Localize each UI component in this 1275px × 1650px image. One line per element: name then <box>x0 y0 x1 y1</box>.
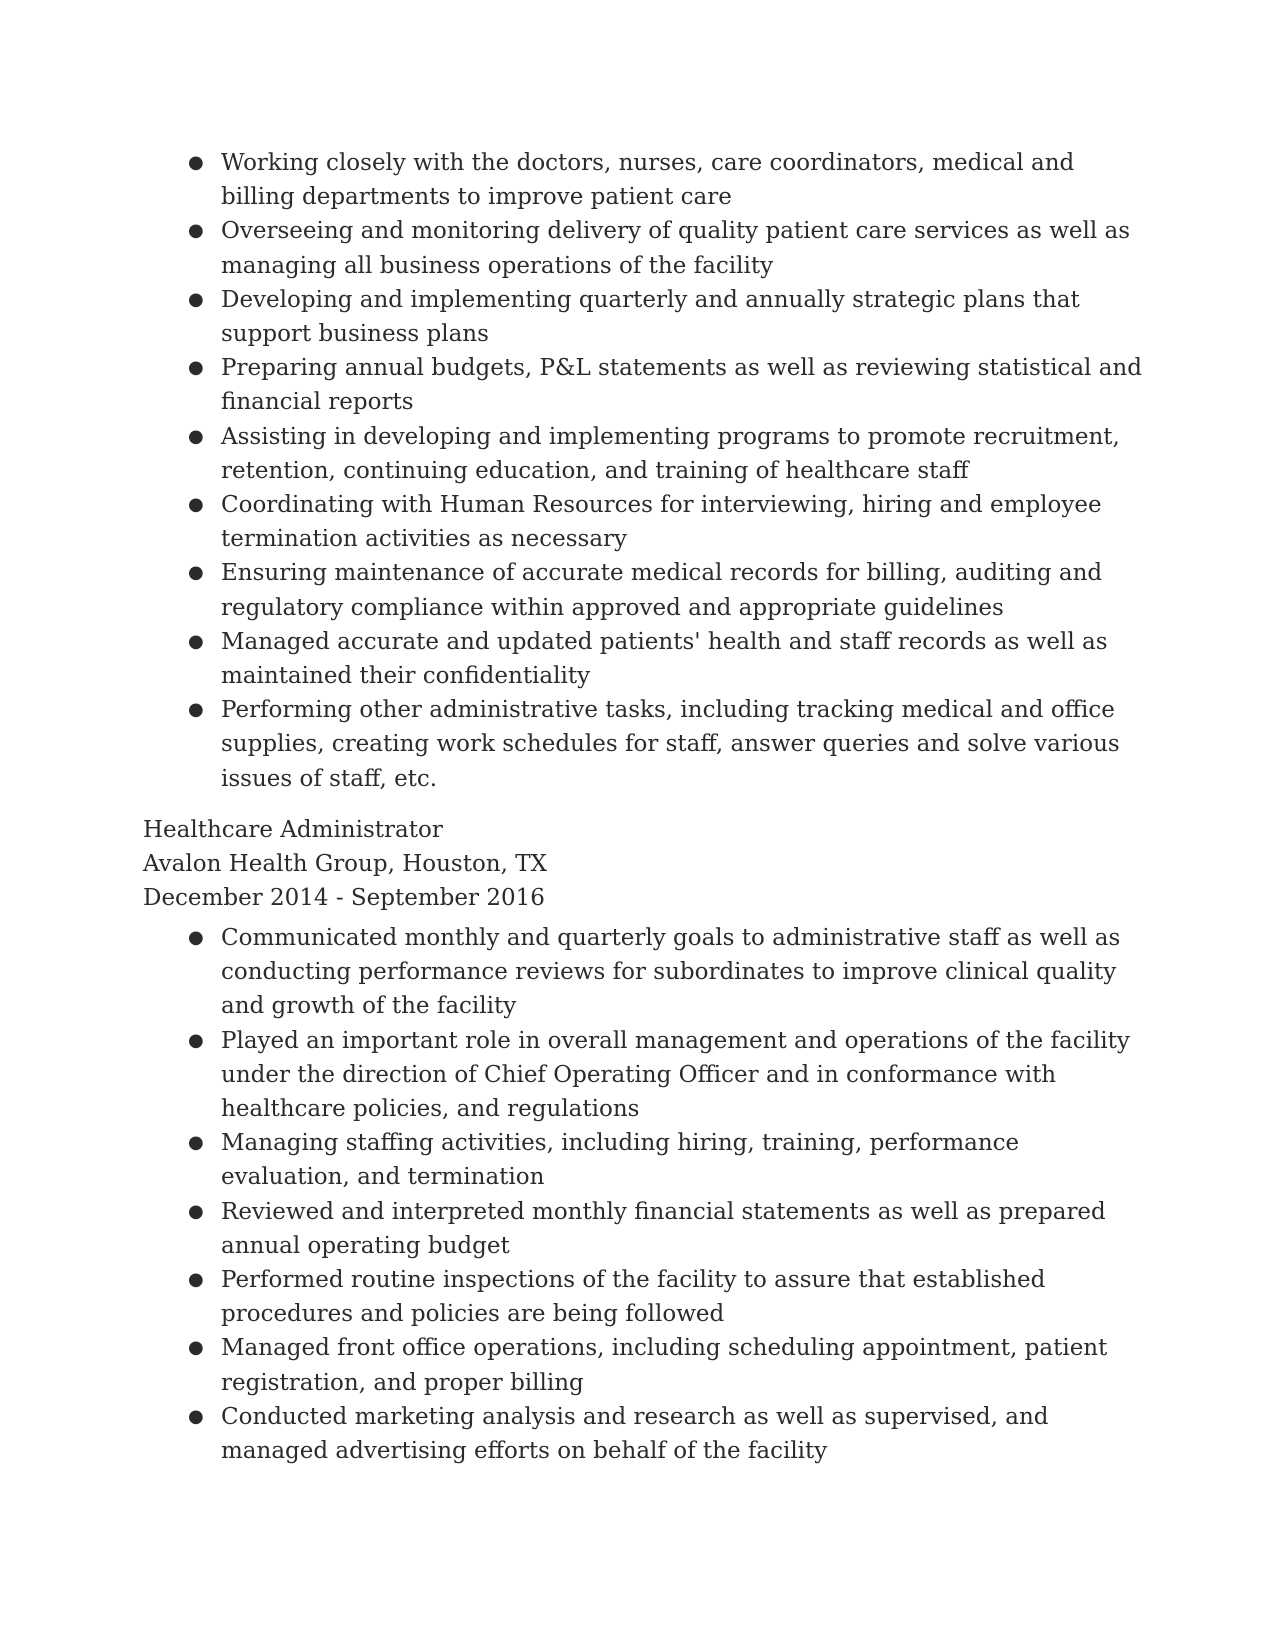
job-company: Avalon Health Group, Houston, TX <box>143 851 547 878</box>
bullet-item <box>143 1400 1143 1468</box>
bullet-item <box>143 488 1143 556</box>
bullet-text: Conducted marketing analysis and research as well as supervised, and managed advertising efforts on behalf of the facility <box>221 1403 1049 1465</box>
bullet-item <box>143 214 1143 282</box>
bullet-dot-icon: ● <box>188 927 204 948</box>
bullet-text: Played an important role in overall management and operations of the facility under the direction of Chief Operating Officer and in conformance with healthcare policies, and regulations <box>221 1027 1130 1123</box>
bullet-dot-icon: ● <box>188 357 204 379</box>
bullet-item <box>143 1024 1143 1127</box>
job-dates: December 2014 - September 2016 <box>143 885 545 912</box>
previous-role-bullet-list <box>143 146 1143 796</box>
bullet-text: Developing and implementing quarterly and annually strategic plans that support business plans <box>221 286 1080 348</box>
bullet-text: Performed routine inspections of the facility to assure that established procedures and policies are being followed <box>221 1267 1046 1328</box>
bullet-text: Coordinating with Human Resources for interviewing, hiring and employee termination activities as necessary <box>221 492 1102 553</box>
bullet-text: Performing other administrative tasks, including tracking medical and office supplies, creating work schedules for staff, answer queries and solve various issues of staff, etc. <box>221 697 1120 792</box>
bullet-text: Working closely with the doctors, nurses, care coordinators, medical and billing departments to improve patient care <box>221 150 1075 211</box>
bullet-item <box>143 1331 1143 1399</box>
bullet-item <box>143 283 1143 351</box>
bullet-item <box>143 693 1143 796</box>
bullet-item <box>143 146 1143 214</box>
bullet-dot-icon: ● <box>188 562 204 584</box>
bullet-text: Communicated monthly and quarterly goals to administrative staff as well as conducting performance reviews for subordinates to improve clinical quality and growth of the facility <box>221 925 1121 1020</box>
bullet-dot-icon: ● <box>188 288 204 310</box>
bullet-item <box>143 1195 1143 1263</box>
bullet-dot-icon: ● <box>188 1405 204 1427</box>
bullet-dot-icon: ● <box>188 152 204 173</box>
job-bullet-list <box>143 921 1143 1468</box>
bullet-text: Preparing annual budgets, P&L statements as well as reviewing statistical and financial reports <box>221 355 1142 416</box>
bullet-text: Assisting in developing and implementing programs to promote recruitment, retention, continuing education, and training of healthcare staff <box>221 423 1120 484</box>
bullet-dot-icon: ● <box>188 699 204 721</box>
bullet-item <box>143 420 1143 488</box>
bullet-text: Reviewed and interpreted monthly financial statements as well as prepared annual operating budget <box>221 1198 1106 1259</box>
bullet-dot-icon: ● <box>188 494 204 516</box>
bullet-dot-icon: ● <box>188 1200 204 1222</box>
bullet-dot-icon: ● <box>188 425 204 447</box>
bullet-text: Ensuring maintenance of accurate medical records for billing, auditing and regulatory compliance within approved and appropriate guidelines <box>221 560 1103 621</box>
bullet-text: Overseeing and monitoring delivery of quality patient care services as well as managing all business operations of the facility <box>221 218 1131 279</box>
bullet-item <box>143 351 1143 419</box>
bullet-text: Managed accurate and updated patients' health and staff records as well as maintained their confidentiality <box>221 628 1108 690</box>
bullet-text: Managed front office operations, including scheduling appointment, patient registration, and proper billing <box>221 1335 1108 1396</box>
bullet-dot-icon: ● <box>188 1269 204 1291</box>
bullet-dot-icon: ● <box>188 220 204 242</box>
bullet-item <box>143 1126 1143 1194</box>
bullet-item <box>143 556 1143 624</box>
bullet-item <box>143 625 1143 693</box>
bullet-dot-icon: ● <box>188 1132 204 1154</box>
bullet-dot-icon: ● <box>188 1029 204 1051</box>
job-header <box>143 813 1143 916</box>
bullet-text: Managing staffing activities, including hiring, training, performance evaluation, and termination <box>221 1130 1020 1191</box>
bullet-dot-icon: ● <box>188 1337 204 1359</box>
bullet-dot-icon: ● <box>188 630 204 652</box>
job-title: Healthcare Administrator <box>143 817 443 843</box>
bullet-item <box>143 921 1143 1024</box>
bullet-item <box>143 1263 1143 1331</box>
